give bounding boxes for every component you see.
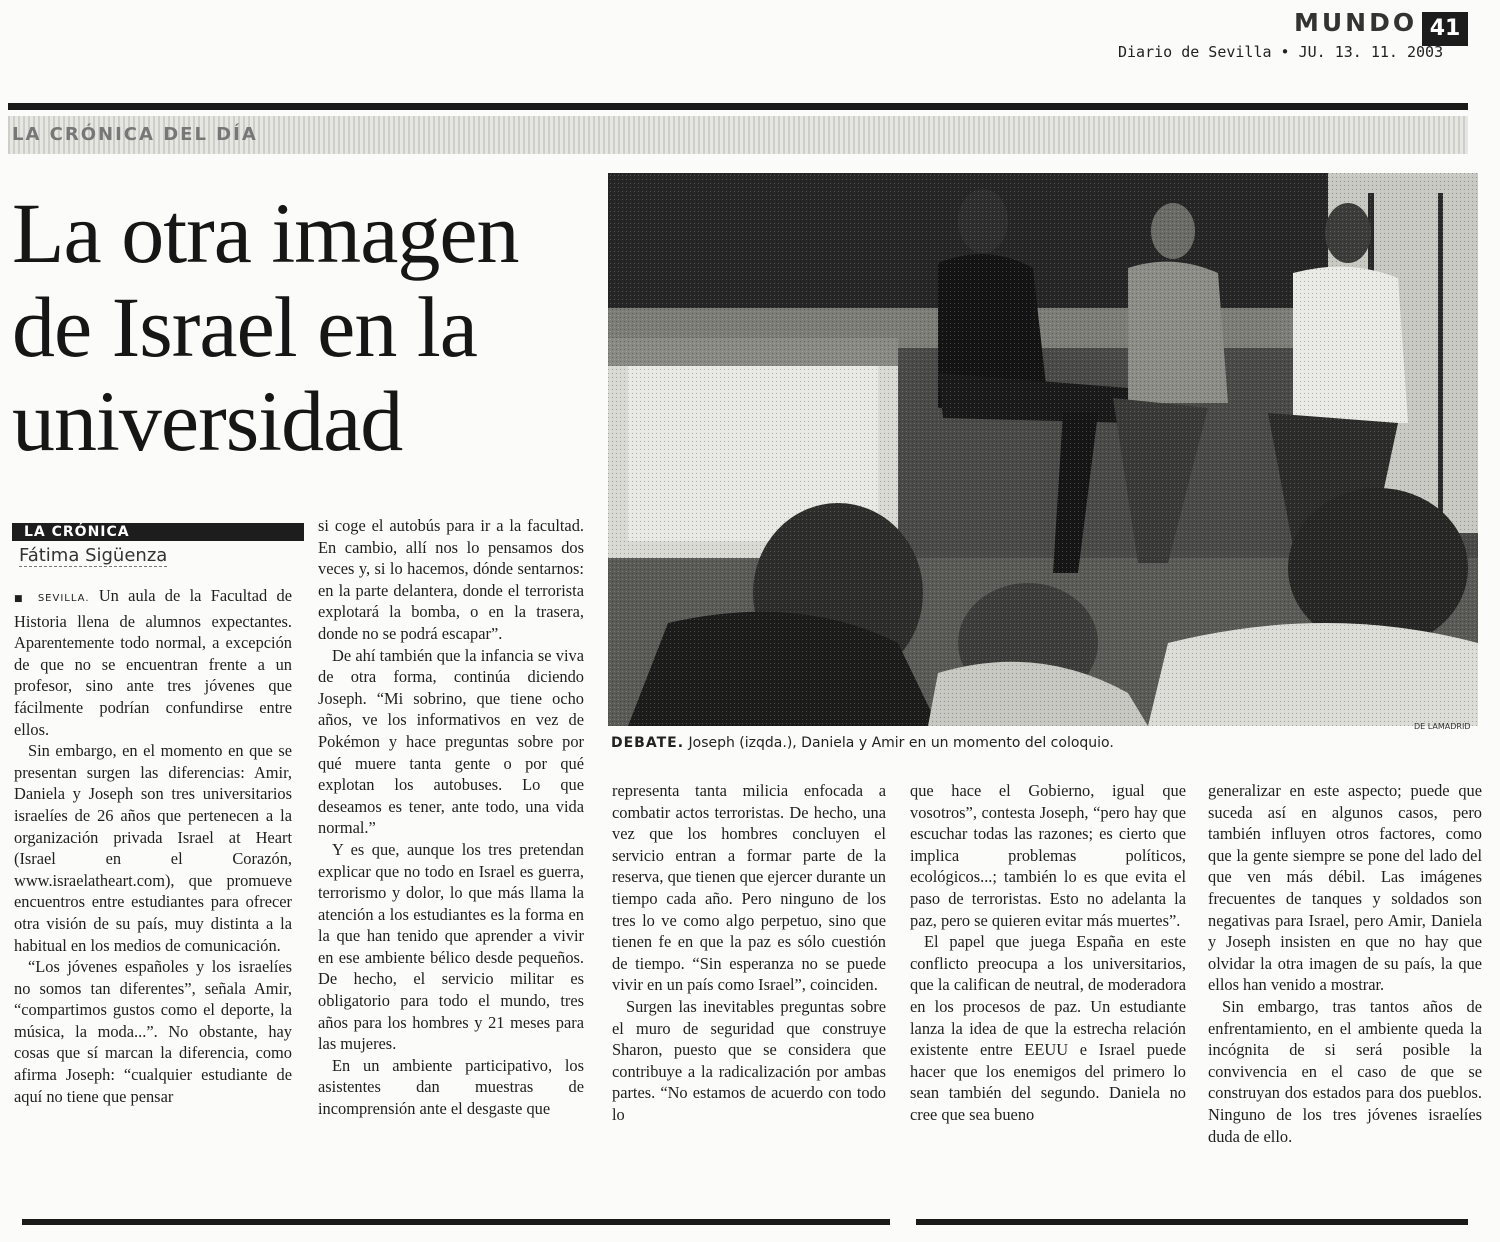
paragraph: Sin embargo, en el momento en que se presentan surgen las diferencias: Amir, Daniela y Joseph son tres universitarios israelíes de 26 años que pertenecen a la organización privada Israel at Heart (Israel en el Corazón, www.israelatheart.com), que promueve encuentros entre estudiantes para ofrecer otra visión de su país, muy distinta a la habitual en los medios de comunicación. [14, 741, 292, 955]
section-band-label: LA CRÓNICA DEL DÍA [12, 124, 258, 145]
author-byline: Fátima Sigüenza [19, 545, 168, 566]
paragraph: representa tanta milicia enfocada a combatir actos terroristas. De hecho, una vez que los hombres concluyen el servicio entran a formar parte de la reserva, que tienen que ejercer durante un tiempo cada año. Pero ninguno de los tres lo ve como algo perpetuo, sino que tienen fe en que la paz es sólo cuestión de tiempo. “Sin esperanza no se puede vivir en un país como Israel”, coinciden. [612, 781, 886, 995]
photo-caption [611, 735, 1114, 751]
headline: La otra imagen de Israel en la universidad [12, 185, 519, 469]
paragraph: si coge el autobús para ir a la facultad. En cambio, allí nos lo pensamos dos veces y, si lo hacemos, dónde sentarnos: en la parte delantera, donde el terrorista explotará la bomba, o en la trasera, donde no se podrá escapar”. [318, 516, 584, 643]
bottom-rule-left [22, 1219, 890, 1225]
top-rule [8, 103, 1468, 110]
caption-label: DEBATE. [611, 735, 685, 751]
bottom-rule-right [916, 1219, 1468, 1225]
article-column-2 [318, 515, 584, 1120]
article-column-1 [14, 585, 292, 1107]
article-photo [608, 173, 1478, 726]
article-column-4 [910, 780, 1186, 1126]
paragraph: De ahí también que la infancia se viva de otra forma, continúa diciendo Joseph. “Mi sobrino, que tiene ocho años, ve los informativos en vez de Pokémon y hace preguntas sobre por qué muere tanta gente o por qué explotan los autobuses. Lo que deseamos es tener, ante todo, una vida normal.” [318, 645, 584, 838]
paragraph: Surgen las inevitables preguntas sobre el muro de seguridad que construye Sharon, puesto que se considera que contribuye a la radicalización por ambas partes. “No estamos de acuerdo con todo lo [612, 996, 886, 1124]
newspaper-date-line: Diario de Sevilla • JU. 13. 11. 2003 [1118, 43, 1444, 61]
caption-text: Joseph (izqda.), Daniela y Amir en un momento del coloquio. [688, 735, 1114, 751]
paragraph: Sin embargo, tras tantos años de enfrentamiento, en el ambiente queda la incógnita de si será posible la convivencia en el caso de que se construyan dos estados para dos pueblos. Ninguno de los tres jóvenes israelíes duda de ello. [1208, 996, 1482, 1146]
photo-credit: DE LAMADRID [1414, 722, 1471, 731]
dateline-city: ■ SEVILLA. [14, 593, 90, 604]
paragraph: “Los jóvenes españoles y los israelíes no somos tan diferentes”, señala Amir, “compartimos gustos como el deporte, la música, la moda...”. No obstante, hay cosas que sí marcan la diferencia, como afirma Joseph: “cualquier estudiante de aquí no tiene que pensar [14, 957, 292, 1106]
paragraph: En un ambiente participativo, los asistentes dan muestras de incomprensión ante el desgaste que [318, 1055, 584, 1119]
paragraph: generalizar en este aspecto; puede que suceda así en algunos casos, pero también influyen otros factores, como que la gente siempre se pone del lado del que ven más débil. Las imágenes frecuentes de tanques y soldados son negativas para Israel, pero Amir, Daniela y Joseph insisten en que no hay que olvidar la otra imagen de su país, la que ellos han venido a mostrar. [1208, 781, 1482, 995]
column-kicker: LA CRÓNICA [12, 523, 304, 541]
article-column-3 [612, 780, 886, 1126]
paragraph [14, 585, 292, 740]
paragraph: El papel que juega España en este conflicto preocupa a los universitarios, que la califican de neutral, de moderadora en los procesos de paz. Un estudiante lanza la idea de que la estrecha relación existente entre EEUU e Israel puede hacer que los enemigos del primero lo sean también del segundo. Daniela no cree que sea bueno [910, 932, 1186, 1124]
page-number: 41 [1422, 12, 1468, 46]
paragraph-text: Un aula de la Facultad de Historia llena de alumnos expectantes. Aparentemente todo normal, a excepción de que no se encuentran frente a un profesor, sino ante tres jóvenes que fácilmente podrían confundirse entre ellos. [14, 586, 292, 739]
paragraph: que hace el Gobierno, igual que vosotros”, contesta Joseph, “pero hay que escuchar todas las razones; es cierto que implica problemas políticos, ecológicos...; también lo es que evita el paso de terroristas. Esto no adelanta la paz, pero se quieren evitar más muertes”. [910, 781, 1186, 930]
section-name: MUNDO [1294, 8, 1418, 37]
paragraph: Y es que, aunque los tres pretendan explicar que no todo en Israel es guerra, terrorismo y dolor, lo que más llama la atención a los estudiantes es la forma en la que han tenido que aprender a vivir en ese ambiente bélico desde pequeños. De hecho, el servicio militar es obligatorio para todo el mundo, tres años para los hombres y 21 meses para las mujeres. [318, 839, 584, 1054]
article-column-5 [1208, 780, 1482, 1147]
